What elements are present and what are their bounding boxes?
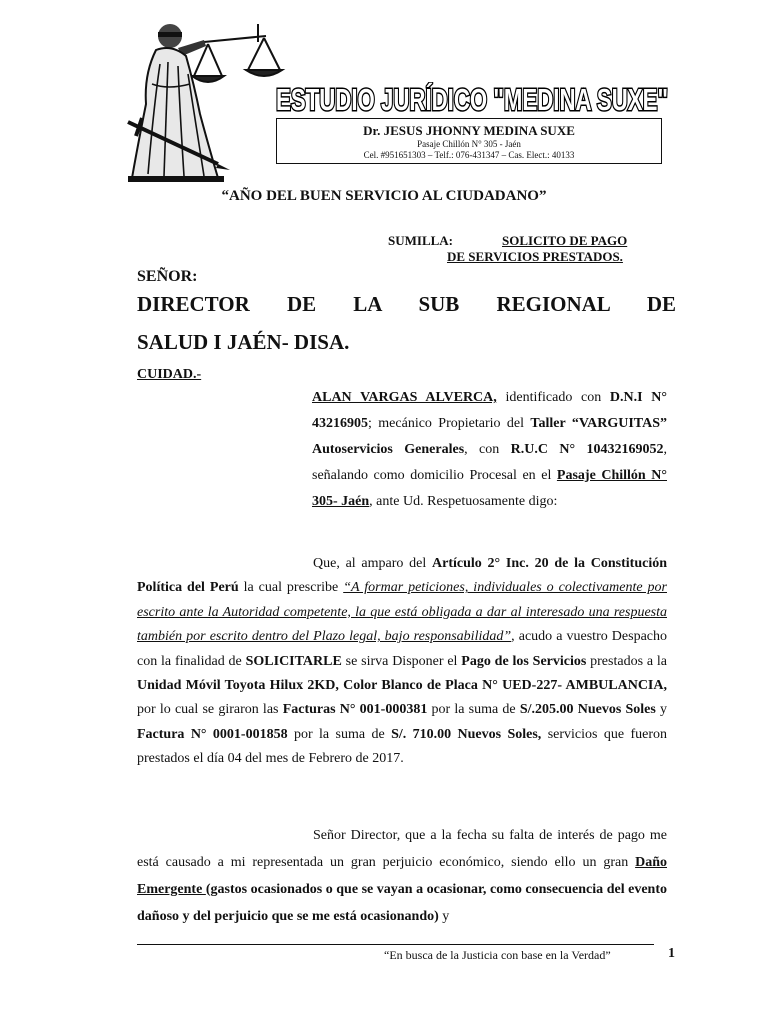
text-run: Que, al amparo del	[313, 556, 433, 571]
text-run: se sirva Disponer el	[341, 653, 462, 669]
payment-keyword: Pago de los Servicios	[461, 653, 587, 669]
text-run: y	[438, 909, 450, 924]
vehicle-description: Unidad Móvil Toyota Hilux 2KD, Color Blanco de Placa N° UED-227- AMBULANCIA,	[137, 678, 667, 694]
lawyer-contact: Cel. #951651303 – Telf.: 076-431347 – Cas. Elect.: 40133	[363, 150, 575, 160]
damage-paragraph	[137, 822, 667, 931]
request-paragraph	[137, 552, 667, 772]
invoice-1: Facturas N° 001-000381	[282, 702, 428, 718]
amount-2: S/. 710.00 Nuevos Soles,	[391, 726, 542, 742]
text-run: y	[655, 702, 668, 718]
text-run: identificado con	[496, 390, 610, 405]
studio-title	[272, 82, 672, 116]
text-run: por la suma de	[287, 726, 392, 742]
damage-term: Daño Emergente	[137, 855, 667, 897]
workshop-name: Taller “VARGUITAS” Autoservicios Generales	[312, 416, 667, 457]
footer-motto: “En busca de la Justicia con base en la Verdad”	[384, 948, 611, 962]
text-run: , acudo a vuestro Despacho con la finalidad de	[137, 629, 668, 669]
studio-title-text: ESTUDIO JURÍDICO "MEDINA SUXE"	[276, 82, 668, 116]
text-run: la cual prescribe	[238, 580, 344, 596]
dni-number: D.N.I N° 43216905	[312, 390, 667, 431]
sumilla-line-2: DE SERVICIOS PRESTADOS.	[447, 249, 623, 264]
salutation: SEÑOR:	[137, 268, 198, 285]
lawyer-address: Pasaje Chillón N° 305 - Jaén	[417, 139, 521, 149]
text-run: , ante Ud. Respetuosamente digo:	[369, 494, 558, 509]
petitioner-name: ALAN VARGAS ALVERCA,	[312, 390, 497, 405]
damage-detail: (gastos ocasionados o que se vayan a ocasionar, como consecuencia del evento dañoso y del perjuicio que se me está ocasionando)	[137, 882, 667, 924]
procedural-address: Pasaje Chillón N° 305- Jaén	[312, 468, 667, 509]
text-run: , con	[464, 442, 511, 457]
text-run: por lo cual se giraron las	[137, 702, 283, 718]
page-number: 1	[668, 946, 675, 961]
amount-1: S/.205.00 Nuevos Soles	[519, 702, 656, 718]
legal-article: Artículo 2° Inc. 20 de la Constitución Política del Perú	[137, 556, 667, 596]
addressee-line-2: SALUD I JAÉN- DISA.	[137, 330, 350, 354]
city-label: CUIDAD.-	[137, 367, 202, 382]
text-run: Señor Director, que a la fecha su falta de interés de pago me está causado a mi representada un gran perjuicio económico, siendo ello un gran	[137, 828, 667, 870]
invoice-2: Factura N° 0001-001858	[137, 726, 288, 742]
sumilla-label: SUMILLA:	[388, 233, 454, 248]
text-run: servicios que fueron prestados el día 04 del mes de Febrero de 2017.	[137, 726, 667, 767]
year-motto: “AÑO DEL BUEN SERVICIO AL CIUDADANO”	[221, 188, 547, 204]
text-run: por la suma de	[427, 702, 520, 718]
lawyer-name: Dr. JESUS JHONNY MEDINA SUXE	[363, 123, 575, 138]
text-run: ; mecánico Propietario del	[368, 416, 531, 431]
solicit-keyword: SOLICITARLE	[245, 653, 342, 669]
footer-divider	[137, 944, 654, 945]
text-run: , señalando como domicilio Procesal en el	[312, 442, 668, 483]
ruc-number: R.U.C N° 10432169052	[510, 442, 664, 457]
petitioner-paragraph	[312, 385, 667, 515]
sumilla-line-1: SOLICITO DE PAGO	[502, 233, 628, 248]
legal-quote: “A formar peticiones, individuales o colectivamente por escrito ante la Autoridad competente, la que está obligada a dar al interesado una respuesta también por escrito dentro del Plazo legal, bajo responsabilidad”	[137, 580, 667, 645]
header-box	[276, 118, 662, 164]
lady-justice-icon	[108, 14, 290, 184]
text-run: prestados a la	[586, 653, 667, 669]
addressee-line-1: DIRECTOR DE LA SUB REGIONAL DE	[137, 292, 676, 316]
